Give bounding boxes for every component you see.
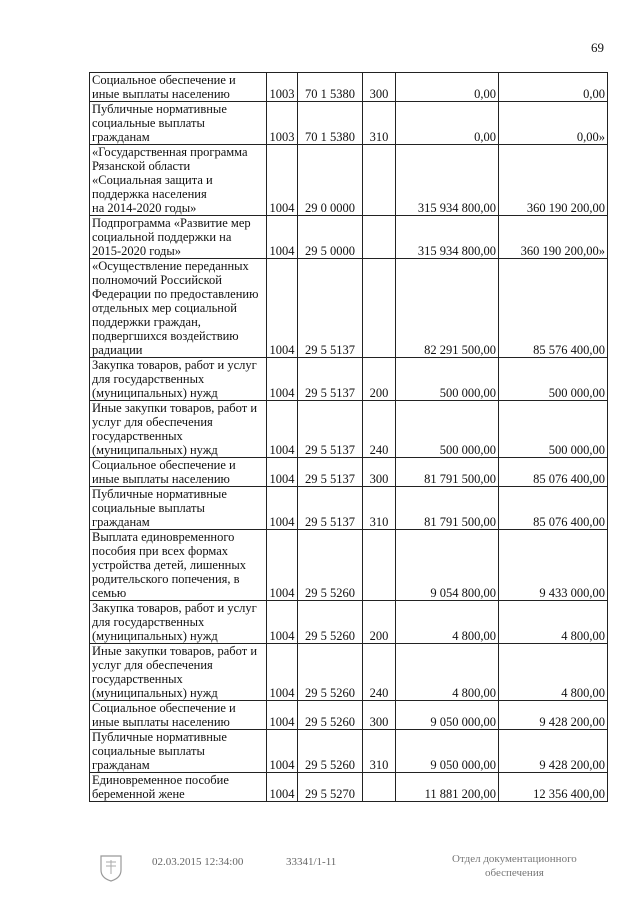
row-section: 1004	[267, 530, 298, 601]
row-sum-first-year: 500 000,00	[396, 358, 499, 401]
table-row	[90, 701, 608, 730]
row-name: Единовременное пособие беременной жене	[90, 773, 267, 802]
row-target-article: 29 5 5260	[298, 530, 363, 601]
row-section: 1004	[267, 701, 298, 730]
row-name: Публичные нормативные социальные выплаты гражданам	[90, 102, 267, 145]
table-row	[90, 601, 608, 644]
row-sum-second-year: 500 000,00	[499, 401, 608, 458]
row-sum-first-year: 9 050 000,00	[396, 730, 499, 773]
row-name: «Осуществление переданных полномочий Российской Федерации по предоставлению отдельных мер социальной поддержки граждан, подвергшихся воздействию радиации	[90, 259, 267, 358]
table-row	[90, 458, 608, 487]
row-target-article: 29 5 5137	[298, 401, 363, 458]
row-target-article: 29 5 5260	[298, 601, 363, 644]
table-row	[90, 773, 608, 802]
row-expense-type	[363, 216, 396, 259]
table-row	[90, 145, 608, 216]
row-sum-second-year: 9 428 200,00	[499, 701, 608, 730]
row-target-article: 29 5 5260	[298, 701, 363, 730]
row-expense-type	[363, 145, 396, 216]
row-expense-type: 200	[363, 601, 396, 644]
row-sum-second-year: 9 428 200,00	[499, 730, 608, 773]
table-row	[90, 216, 608, 259]
row-sum-second-year: 0,00»	[499, 102, 608, 145]
row-name: Закупка товаров, работ и услуг для государственных (муниципальных) нужд	[90, 358, 267, 401]
row-section: 1004	[267, 644, 298, 701]
document-code: 33341/1-11	[286, 856, 337, 868]
table-row	[90, 358, 608, 401]
row-sum-first-year: 9 054 800,00	[396, 530, 499, 601]
row-name: Публичные нормативные социальные выплаты гражданам	[90, 730, 267, 773]
row-expense-type: 300	[363, 701, 396, 730]
row-target-article: 29 5 5137	[298, 259, 363, 358]
row-target-article: 70 1 5380	[298, 102, 363, 145]
row-name: Закупка товаров, работ и услуг для государственных (муниципальных) нужд	[90, 601, 267, 644]
table-row	[90, 259, 608, 358]
row-target-article: 29 5 0000	[298, 216, 363, 259]
row-sum-second-year: 85 076 400,00	[499, 487, 608, 530]
row-target-article: 29 5 5137	[298, 458, 363, 487]
row-sum-second-year: 85 576 400,00	[499, 259, 608, 358]
row-section: 1004	[267, 487, 298, 530]
row-sum-second-year: 360 190 200,00»	[499, 216, 608, 259]
row-target-article: 70 1 5380	[298, 73, 363, 102]
row-sum-first-year: 0,00	[396, 102, 499, 145]
row-sum-first-year: 315 934 800,00	[396, 216, 499, 259]
row-name: Иные закупки товаров, работ и услуг для обеспечения государственных (муниципальных) нужд	[90, 644, 267, 701]
row-section: 1004	[267, 358, 298, 401]
row-expense-type: 310	[363, 487, 396, 530]
table-row	[90, 401, 608, 458]
row-section: 1003	[267, 102, 298, 145]
row-expense-type: 310	[363, 730, 396, 773]
coat-of-arms-icon	[98, 852, 124, 882]
row-target-article: 29 5 5137	[298, 358, 363, 401]
row-name: Иные закупки товаров, работ и услуг для обеспечения государственных (муниципальных) нужд	[90, 401, 267, 458]
row-expense-type: 240	[363, 644, 396, 701]
row-sum-first-year: 11 881 200,00	[396, 773, 499, 802]
row-expense-type	[363, 530, 396, 601]
row-section: 1004	[267, 145, 298, 216]
table-row	[90, 102, 608, 145]
row-name: Выплата единовременного пособия при всех формах устройства детей, лишенных родительского попечения, в семью	[90, 530, 267, 601]
row-name: «Государственная программа Рязанской области «Социальная защита и поддержка населения на 2014-2020 годы»	[90, 145, 267, 216]
row-expense-type: 300	[363, 458, 396, 487]
row-target-article: 29 5 5260	[298, 644, 363, 701]
department-stamp: Отдел документационного обеспечения	[452, 853, 577, 879]
row-sum-first-year: 4 800,00	[396, 601, 499, 644]
row-expense-type: 300	[363, 73, 396, 102]
table-row	[90, 730, 608, 773]
row-section: 1004	[267, 458, 298, 487]
row-sum-second-year: 9 433 000,00	[499, 530, 608, 601]
row-expense-type: 240	[363, 401, 396, 458]
table-row	[90, 73, 608, 102]
row-name: Социальное обеспечение и иные выплаты населению	[90, 701, 267, 730]
row-section: 1004	[267, 773, 298, 802]
row-sum-first-year: 81 791 500,00	[396, 458, 499, 487]
row-target-article: 29 5 5137	[298, 487, 363, 530]
table-row	[90, 530, 608, 601]
row-sum-second-year: 500 000,00	[499, 358, 608, 401]
row-sum-first-year: 81 791 500,00	[396, 487, 499, 530]
print-datetime: 02.03.2015 12:34:00	[152, 856, 244, 868]
row-sum-second-year: 360 190 200,00	[499, 145, 608, 216]
row-expense-type	[363, 259, 396, 358]
row-name: Социальное обеспечение и иные выплаты населению	[90, 458, 267, 487]
row-target-article: 29 5 5270	[298, 773, 363, 802]
row-sum-second-year: 0,00	[499, 73, 608, 102]
row-target-article: 29 0 0000	[298, 145, 363, 216]
row-target-article: 29 5 5260	[298, 730, 363, 773]
row-name: Социальное обеспечение и иные выплаты населению	[90, 73, 267, 102]
row-sum-first-year: 9 050 000,00	[396, 701, 499, 730]
row-sum-first-year: 4 800,00	[396, 644, 499, 701]
budget-table	[89, 72, 608, 802]
row-sum-first-year: 0,00	[396, 73, 499, 102]
row-expense-type	[363, 773, 396, 802]
row-sum-second-year: 12 356 400,00	[499, 773, 608, 802]
row-sum-second-year: 4 800,00	[499, 644, 608, 701]
row-section: 1004	[267, 401, 298, 458]
row-sum-second-year: 85 076 400,00	[499, 458, 608, 487]
row-sum-first-year: 500 000,00	[396, 401, 499, 458]
row-expense-type: 310	[363, 102, 396, 145]
row-sum-first-year: 82 291 500,00	[396, 259, 499, 358]
table-row	[90, 487, 608, 530]
row-section: 1003	[267, 73, 298, 102]
row-name: Публичные нормативные социальные выплаты гражданам	[90, 487, 267, 530]
row-sum-first-year: 315 934 800,00	[396, 145, 499, 216]
row-expense-type: 200	[363, 358, 396, 401]
row-section: 1004	[267, 601, 298, 644]
row-section: 1004	[267, 730, 298, 773]
row-name: Подпрограмма «Развитие мер социальной поддержки на 2015-2020 годы»	[90, 216, 267, 259]
row-sum-second-year: 4 800,00	[499, 601, 608, 644]
page-number: 69	[591, 40, 604, 55]
row-section: 1004	[267, 259, 298, 358]
row-section: 1004	[267, 216, 298, 259]
table-row	[90, 644, 608, 701]
